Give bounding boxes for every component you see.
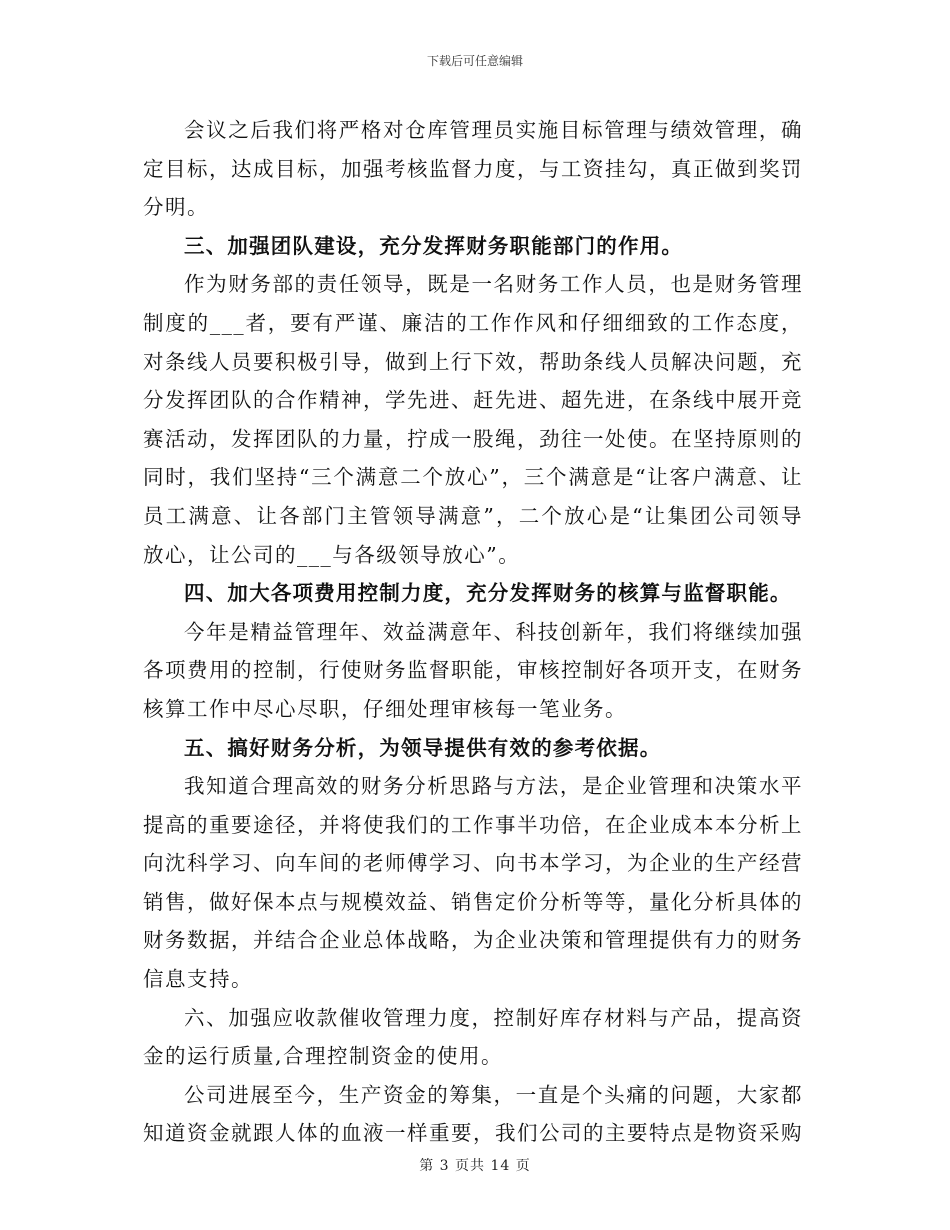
- section-heading-4: 四、加大各项费用控制力度，充分发挥财务的核算与监督职能。: [184, 581, 792, 606]
- section-heading-3: 三、加强团队建设，充分发挥财务职能部门的作用。: [184, 233, 684, 258]
- page-header-note: 下载后可任意编辑: [426, 54, 523, 68]
- document-body: [143, 111, 803, 1153]
- section-heading-5: 五、搞好财务分析，为领导提供有效的参考依据。: [184, 735, 662, 760]
- paragraph-3: 今年是精益管理年、效益满意年、科技创新年，我们将继续加强各项费用的控制，行使财务监督职能，审核控制好各项开支，在财务核算工作中尽心尽职，仔细处理审核每一笔业务。: [143, 619, 803, 721]
- page-number-footer: 第 3 页共 14 页: [419, 1158, 531, 1174]
- paragraph-4: 我知道合理高效的财务分析思路与方法，是企业管理和决策水平提高的重要途径，并将使我们的工作事半功倍，在企业成本本分析上向沈科学习、向车间的老师傅学习、向书本学习，为企业的生产经营销售，做好保本点与规模效益、销售定价分析等等，量化分析具体的财务数据，并结合企业总体战略，为企业决策和管理提供有力的财务信息支持。: [143, 774, 803, 992]
- section-heading-6: 六、加强应收款催收管理力度，控制好库存材料与产品，提高资金的运行质量,合理控制资金的使用。: [143, 1005, 803, 1069]
- paragraph-1: 会议之后我们将严格对仓库管理员实施目标管理与绩效管理，确定目标，达成目标，加强考核监督力度，与工资挂勾，真正做到奖罚分明。: [143, 118, 803, 220]
- paragraph-5: 公司进展至今，生产资金的筹集，一直是个头痛的问题，大家都知道资金就跟人体的血液一样重要，我们公司的主要特点是物资采购: [143, 1082, 803, 1146]
- paragraph-2: 作为财务部的责任领导，既是一名财务工作人员，也是财务管理制度的___者，要有严谨、廉洁的工作作风和仔细细致的工作态度，对条线人员要积极引导，做到上行下效，帮助条线人员解决问题，充分发挥团队的合作精神，学先进、赶先进、超先进，在条线中展开竞赛活动，发挥团队的力量，拧成一股绳，劲往一处使。在坚持原则的同时，我们坚持“三个满意二个放心”，三个满意是“让客户满意、让员工满意、让各部门主管领导满意”，二个放心是“让集团公司领导放心，让公司的___与各级领导放心”。: [143, 272, 803, 567]
